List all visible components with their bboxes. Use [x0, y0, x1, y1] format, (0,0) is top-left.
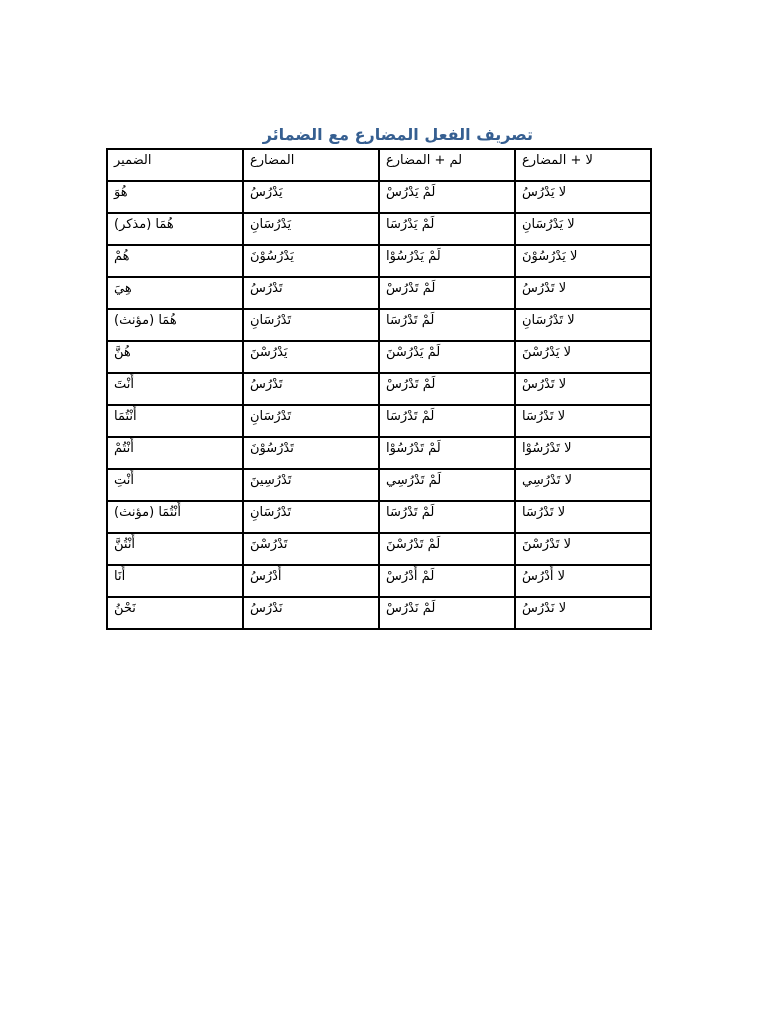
- cell-lam-present: لَمْ يَدْرُسَا: [379, 213, 515, 245]
- cell-present: يَدْرُسُوْنَ: [243, 245, 379, 277]
- cell-la-present: لا تَدْرُسَا: [515, 501, 651, 533]
- cell-pronoun: هُوَ: [107, 181, 243, 213]
- cell-present: تَدْرُسُ: [243, 277, 379, 309]
- table-row: [107, 469, 651, 501]
- cell-la-present: لا تَدْرُسَا: [515, 405, 651, 437]
- cell-la-present: لا تَدْرُسَانِ: [515, 309, 651, 341]
- cell-pronoun: هُمْ: [107, 245, 243, 277]
- cell-la-present: لا تَدْرُسْنَ: [515, 533, 651, 565]
- cell-la-present: لا تَدْرُسُ: [515, 277, 651, 309]
- cell-pronoun: هُمَا (مذكر): [107, 213, 243, 245]
- cell-lam-present: لَمْ أَدْرُسْ: [379, 565, 515, 597]
- header-cell-la-present: لا + المضارع: [515, 149, 651, 181]
- cell-lam-present: لَمْ تَدْرُسُوْا: [379, 437, 515, 469]
- cell-present: تَدْرُسُوْنَ: [243, 437, 379, 469]
- header-cell-present: المضارع: [243, 149, 379, 181]
- table-row: [107, 373, 651, 405]
- cell-lam-present: لَمْ يَدْرُسْ: [379, 181, 515, 213]
- cell-pronoun: أَنْتُمَا (مؤنث): [107, 501, 243, 533]
- header-cell-pronoun: الضمير: [107, 149, 243, 181]
- cell-lam-present: لَمْ نَدْرُسْ: [379, 597, 515, 629]
- cell-present: تَدْرُسُ: [243, 373, 379, 405]
- conjugation-table-body: [107, 149, 651, 629]
- cell-present: تَدْرُسَانِ: [243, 501, 379, 533]
- cell-lam-present: لَمْ يَدْرُسْنَ: [379, 341, 515, 373]
- cell-pronoun: أَنْتِ: [107, 469, 243, 501]
- header-row: [107, 149, 651, 181]
- cell-pronoun: أَنْتُمَا: [107, 405, 243, 437]
- cell-pronoun: هِيَ: [107, 277, 243, 309]
- table-row: [107, 437, 651, 469]
- cell-lam-present: لَمْ تَدْرُسَا: [379, 501, 515, 533]
- page-title-text: تصريف الفعل المضارع مع الضمائر: [262, 125, 533, 144]
- cell-present: نَدْرُسُ: [243, 597, 379, 629]
- table-row: [107, 501, 651, 533]
- table-row: [107, 277, 651, 309]
- cell-la-present: لا تَدْرُسُوْا: [515, 437, 651, 469]
- table-row: [107, 405, 651, 437]
- cell-lam-present: لَمْ تَدْرُسَا: [379, 405, 515, 437]
- cell-lam-present: لَمْ تَدْرُسِي: [379, 469, 515, 501]
- cell-present: يَدْرُسَانِ: [243, 213, 379, 245]
- cell-present: تَدْرُسَانِ: [243, 309, 379, 341]
- cell-pronoun: أَنْتَ: [107, 373, 243, 405]
- cell-pronoun: أَنْتُمْ: [107, 437, 243, 469]
- cell-pronoun: أَنْتُنَّ: [107, 533, 243, 565]
- table-row: [107, 213, 651, 245]
- cell-pronoun: نَحْنُ: [107, 597, 243, 629]
- cell-la-present: لا تَدْرُسْ: [515, 373, 651, 405]
- table-row: [107, 341, 651, 373]
- table-row: [107, 181, 651, 213]
- table-row: [107, 597, 651, 629]
- cell-present: يَدْرُسُ: [243, 181, 379, 213]
- table-row: [107, 565, 651, 597]
- cell-lam-present: لَمْ تَدْرُسْ: [379, 277, 515, 309]
- cell-pronoun: هُنَّ: [107, 341, 243, 373]
- cell-la-present: لا نَدْرُسُ: [515, 597, 651, 629]
- cell-present: يَدْرُسْنَ: [243, 341, 379, 373]
- cell-present: تَدْرُسْنَ: [243, 533, 379, 565]
- cell-present: أَدْرُسُ: [243, 565, 379, 597]
- cell-present: تَدْرُسِينَ: [243, 469, 379, 501]
- cell-la-present: لا تَدْرُسِي: [515, 469, 651, 501]
- cell-lam-present: لَمْ يَدْرُسُوْا: [379, 245, 515, 277]
- cell-la-present: لا يَدْرُسُوْنَ: [515, 245, 651, 277]
- cell-la-present: لا يَدْرُسَانِ: [515, 213, 651, 245]
- cell-pronoun: أَنَا: [107, 565, 243, 597]
- cell-la-present: لا يَدْرُسْنَ: [515, 341, 651, 373]
- cell-present: تَدْرُسَانِ: [243, 405, 379, 437]
- conjugation-table: [106, 148, 652, 630]
- cell-pronoun: هُمَا (مؤنث): [107, 309, 243, 341]
- cell-lam-present: لَمْ تَدْرُسَا: [379, 309, 515, 341]
- cell-lam-present: لَمْ تَدْرُسْنَ: [379, 533, 515, 565]
- cell-la-present: لا أَدْرُسُ: [515, 565, 651, 597]
- header-cell-lam-present: لم + المضارع: [379, 149, 515, 181]
- table-row: [107, 309, 651, 341]
- table-row: [107, 245, 651, 277]
- cell-lam-present: لَمْ تَدْرُسْ: [379, 373, 515, 405]
- table-row: [107, 533, 651, 565]
- page-title: [113, 122, 533, 148]
- cell-la-present: لا يَدْرُسُ: [515, 181, 651, 213]
